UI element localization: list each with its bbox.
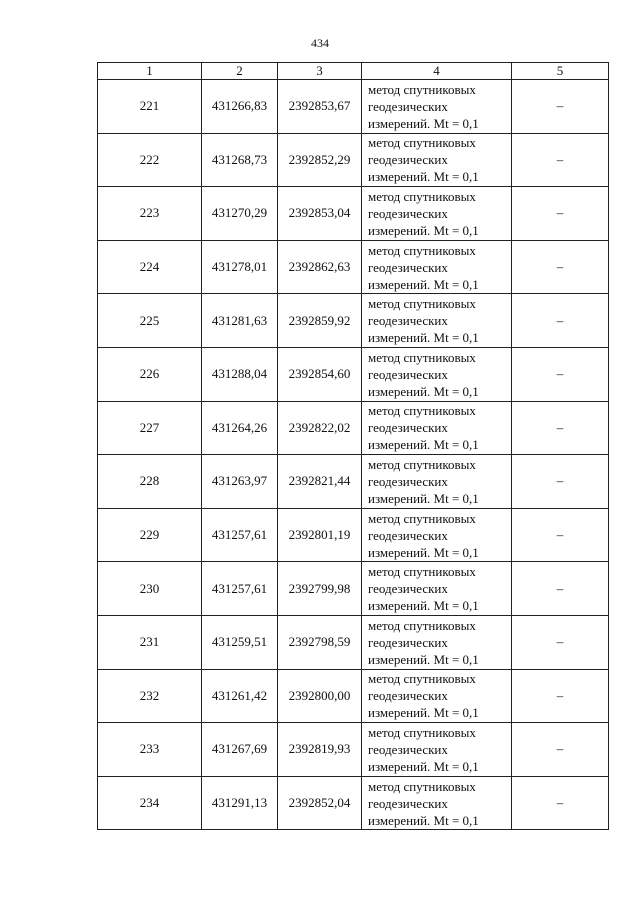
method-cell — [362, 294, 512, 348]
note-cell: – — [512, 669, 609, 723]
method-line-2: геодезических — [368, 420, 448, 436]
y-coordinate-cell: 2392800,00 — [278, 669, 362, 723]
x-coordinate-cell: 431278,01 — [202, 240, 278, 294]
x-coordinate-cell: 431291,13 — [202, 776, 278, 830]
table-row — [98, 133, 609, 187]
y-coordinate-cell: 2392862,63 — [278, 240, 362, 294]
method-line-2: геодезических — [368, 741, 448, 757]
method-line-1: метод спутниковых — [368, 135, 476, 151]
note-cell: – — [512, 240, 609, 294]
x-coordinate-cell: 431257,61 — [202, 508, 278, 562]
method-cell — [362, 133, 512, 187]
y-coordinate-cell: 2392859,92 — [278, 294, 362, 348]
method-cell — [362, 615, 512, 669]
header-cell-3: 3 — [278, 63, 362, 80]
table-row — [98, 455, 609, 509]
y-coordinate-cell: 2392853,67 — [278, 80, 362, 134]
method-cell — [362, 723, 512, 777]
method-line-3: измерений. Mt = 0,1 — [368, 383, 479, 399]
method-line-1: метод спутниковых — [368, 81, 476, 97]
table-row — [98, 80, 609, 134]
x-coordinate-cell: 431268,73 — [202, 133, 278, 187]
method-cell — [362, 187, 512, 241]
note-cell: – — [512, 455, 609, 509]
point-number-cell: 224 — [98, 240, 202, 294]
y-coordinate-cell: 2392798,59 — [278, 615, 362, 669]
point-number-cell: 221 — [98, 80, 202, 134]
note-cell: – — [512, 80, 609, 134]
method-line-1: метод спутниковых — [368, 724, 476, 740]
method-line-2: геодезических — [368, 634, 448, 650]
point-number-cell: 234 — [98, 776, 202, 830]
method-line-2: геодезических — [368, 205, 448, 221]
x-coordinate-cell: 431267,69 — [202, 723, 278, 777]
method-line-3: измерений. Mt = 0,1 — [368, 812, 479, 828]
table-row — [98, 562, 609, 616]
table-row — [98, 723, 609, 777]
point-number-cell: 227 — [98, 401, 202, 455]
table-row — [98, 294, 609, 348]
x-coordinate-cell: 431288,04 — [202, 347, 278, 401]
table-row — [98, 347, 609, 401]
point-number-cell: 226 — [98, 347, 202, 401]
page-number: 434 — [311, 36, 329, 50]
y-coordinate-cell: 2392852,29 — [278, 133, 362, 187]
method-cell — [362, 508, 512, 562]
note-cell: – — [512, 615, 609, 669]
table-row — [98, 776, 609, 830]
header-cell-4: 4 — [362, 63, 512, 80]
y-coordinate-cell: 2392822,02 — [278, 401, 362, 455]
x-coordinate-cell: 431264,26 — [202, 401, 278, 455]
method-line-1: метод спутниковых — [368, 617, 476, 633]
coordinates-table — [97, 62, 609, 830]
header-cell-1: 1 — [98, 63, 202, 80]
y-coordinate-cell: 2392819,93 — [278, 723, 362, 777]
method-line-1: метод спутниковых — [368, 349, 476, 365]
table-row — [98, 669, 609, 723]
method-line-1: метод спутниковых — [368, 188, 476, 204]
note-cell: – — [512, 294, 609, 348]
method-line-2: геодезических — [368, 152, 448, 168]
table-row — [98, 615, 609, 669]
y-coordinate-cell: 2392801,19 — [278, 508, 362, 562]
method-line-1: метод спутниковых — [368, 510, 476, 526]
method-line-3: измерений. Mt = 0,1 — [368, 705, 479, 721]
method-cell — [362, 401, 512, 455]
note-cell: – — [512, 187, 609, 241]
note-cell: – — [512, 562, 609, 616]
point-number-cell: 233 — [98, 723, 202, 777]
method-cell — [362, 80, 512, 134]
method-cell — [362, 669, 512, 723]
method-line-2: геодезических — [368, 473, 448, 489]
table-row — [98, 508, 609, 562]
method-line-1: метод спутниковых — [368, 778, 476, 794]
method-line-2: геодезических — [368, 527, 448, 543]
method-line-3: измерений. Mt = 0,1 — [368, 222, 479, 238]
table-row — [98, 401, 609, 455]
point-number-cell: 228 — [98, 455, 202, 509]
table-row — [98, 187, 609, 241]
table-header-row — [98, 63, 609, 80]
header-cell-5: 5 — [512, 63, 609, 80]
method-line-1: метод спутниковых — [368, 564, 476, 580]
y-coordinate-cell: 2392852,04 — [278, 776, 362, 830]
method-line-3: измерений. Mt = 0,1 — [368, 758, 479, 774]
header-cell-2: 2 — [202, 63, 278, 80]
point-number-cell: 229 — [98, 508, 202, 562]
method-line-3: измерений. Mt = 0,1 — [368, 330, 479, 346]
y-coordinate-cell: 2392821,44 — [278, 455, 362, 509]
method-line-1: метод спутниковых — [368, 403, 476, 419]
point-number-cell: 225 — [98, 294, 202, 348]
method-line-3: измерений. Mt = 0,1 — [368, 115, 479, 131]
method-line-1: метод спутниковых — [368, 296, 476, 312]
x-coordinate-cell: 431263,97 — [202, 455, 278, 509]
y-coordinate-cell: 2392853,04 — [278, 187, 362, 241]
method-line-3: измерений. Mt = 0,1 — [368, 437, 479, 453]
x-coordinate-cell: 431261,42 — [202, 669, 278, 723]
method-line-3: измерений. Mt = 0,1 — [368, 598, 479, 614]
point-number-cell: 232 — [98, 669, 202, 723]
x-coordinate-cell: 431257,61 — [202, 562, 278, 616]
point-number-cell: 231 — [98, 615, 202, 669]
x-coordinate-cell: 431281,63 — [202, 294, 278, 348]
method-line-3: измерений. Mt = 0,1 — [368, 169, 479, 185]
y-coordinate-cell: 2392854,60 — [278, 347, 362, 401]
method-cell — [362, 240, 512, 294]
method-line-2: геодезических — [368, 688, 448, 704]
method-line-1: метод спутниковых — [368, 242, 476, 258]
method-line-1: метод спутниковых — [368, 671, 476, 687]
method-line-2: геодезических — [368, 795, 448, 811]
note-cell: – — [512, 401, 609, 455]
x-coordinate-cell: 431270,29 — [202, 187, 278, 241]
method-cell — [362, 562, 512, 616]
point-number-cell: 230 — [98, 562, 202, 616]
method-line-3: измерений. Mt = 0,1 — [368, 544, 479, 560]
method-line-2: геодезических — [368, 313, 448, 329]
note-cell: – — [512, 776, 609, 830]
method-line-3: измерений. Mt = 0,1 — [368, 490, 479, 506]
point-number-cell: 223 — [98, 187, 202, 241]
method-line-3: измерений. Mt = 0,1 — [368, 276, 479, 292]
note-cell: – — [512, 508, 609, 562]
method-line-3: измерений. Mt = 0,1 — [368, 651, 479, 667]
method-cell — [362, 347, 512, 401]
note-cell: – — [512, 723, 609, 777]
method-cell — [362, 455, 512, 509]
x-coordinate-cell: 431266,83 — [202, 80, 278, 134]
method-line-2: геодезических — [368, 581, 448, 597]
x-coordinate-cell: 431259,51 — [202, 615, 278, 669]
note-cell: – — [512, 347, 609, 401]
note-cell: – — [512, 133, 609, 187]
method-line-2: геодезических — [368, 366, 448, 382]
table-row — [98, 240, 609, 294]
method-cell — [362, 776, 512, 830]
y-coordinate-cell: 2392799,98 — [278, 562, 362, 616]
method-line-2: геодезических — [368, 98, 448, 114]
method-line-1: метод спутниковых — [368, 456, 476, 472]
point-number-cell: 222 — [98, 133, 202, 187]
method-line-2: геодезических — [368, 259, 448, 275]
